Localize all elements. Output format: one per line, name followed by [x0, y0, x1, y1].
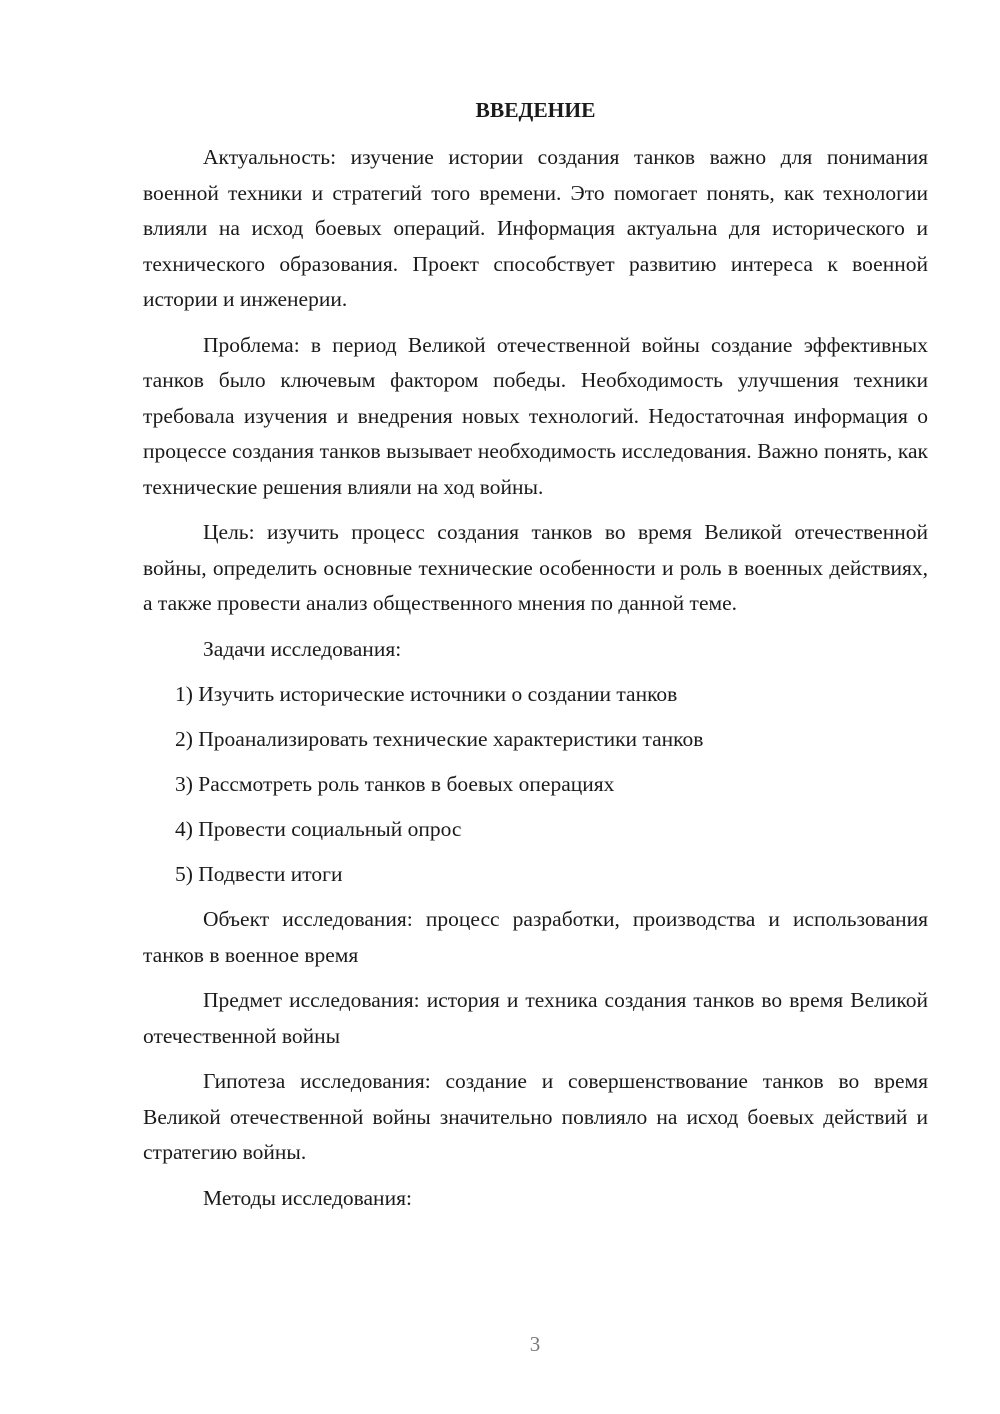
relevance-paragraph: Актуальность: изучение истории создания танков важно для понимания военной техники и стратегий того времени. Это помогает понять, как технологии влияли на исход боевых операций. Информация актуальна для исторического и технического образования. Проект способствует развитию интереса к военной истории и инженерии. — [143, 145, 928, 311]
problem-paragraph: Проблема: в период Великой отечественной войны создание эффективных танков было ключевым фактором победы. Необходимость улучшения техники требовала изучения и внедрения новых технологий. Недостаточная информация о процессе создания танков вызывает необходимость исследования. Важно понять, как технические решения влияли на ход войны. — [143, 332, 928, 499]
tasks-list — [143, 677, 928, 892]
methods-heading: Методы исследования: — [203, 1185, 412, 1210]
page-number: 3 — [529, 1332, 541, 1356]
goal-paragraph: Цель: изучить процесс создания танков во время Великой отечественной войны, определить основные технические особенности и роль в военных действиях, а также провести анализ общественного мнения по данной теме. — [143, 520, 928, 615]
document-title: ВВЕДЕНИЕ — [475, 98, 596, 122]
document-page — [143, 90, 928, 1226]
object-paragraph: Объект исследования: процесс разработки, производства и использования танков в военное время — [143, 907, 928, 967]
list-item: 1) Изучить исторические источники о создании танков — [175, 682, 678, 706]
hypothesis-paragraph: Гипотеза исследования: создание и совершенствование танков во время Великой отечественной войны значительно повлияло на исход боевых действий и стратегию войны. — [143, 1069, 928, 1164]
list-item: 5) Подвести итоги — [175, 862, 343, 886]
subject-paragraph: Предмет исследования: история и техника создания танков во время Великой отечественной войны — [143, 988, 928, 1048]
list-item: 3) Рассмотреть роль танков в боевых операциях — [175, 772, 615, 796]
list-item: 2) Проанализировать технические характеристики танков — [175, 727, 704, 751]
list-item: 4) Провести социальный опрос — [175, 817, 462, 841]
tasks-heading: Задачи исследования: — [203, 636, 402, 661]
